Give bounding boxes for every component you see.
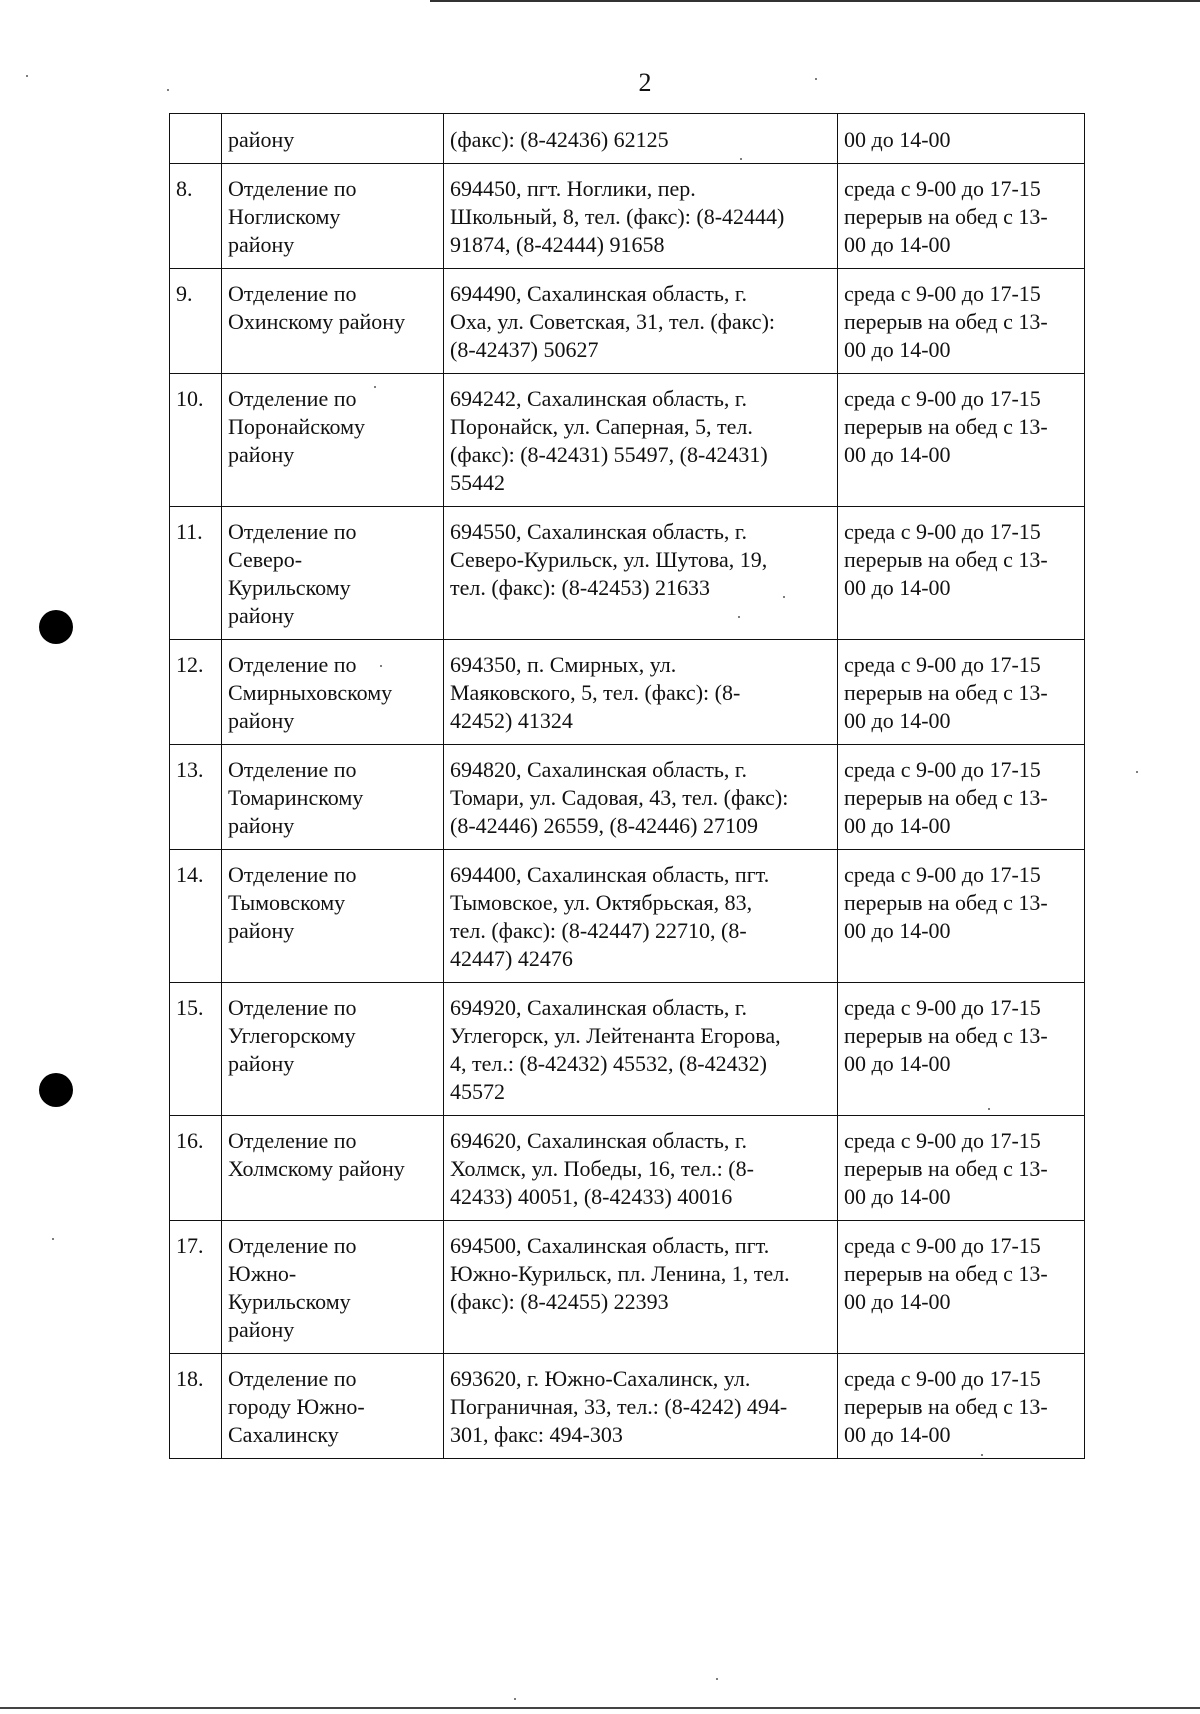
office-hours-cell: среда с 9-00 до 17-15 перерыв на обед с 13- 00 до 14-00 bbox=[838, 1116, 1085, 1221]
row-number-cell: 14. bbox=[170, 850, 222, 983]
row-number-cell: 15. bbox=[170, 983, 222, 1116]
table-row bbox=[170, 1116, 1085, 1221]
office-hours-cell: среда с 9-00 до 17-15 перерыв на обед с 13- 00 до 14-00 bbox=[838, 850, 1085, 983]
table-row bbox=[170, 114, 1085, 164]
table-row bbox=[170, 640, 1085, 745]
office-name-cell: Отделение по Томаринскому району bbox=[222, 745, 444, 850]
row-number-cell: 8. bbox=[170, 164, 222, 269]
row-number-cell: 16. bbox=[170, 1116, 222, 1221]
table-row bbox=[170, 1221, 1085, 1354]
punch-hole-mark bbox=[39, 610, 73, 644]
office-address-cell: (факс): (8-42436) 62125 bbox=[444, 114, 838, 164]
scan-speck bbox=[514, 1698, 516, 1700]
office-name-cell: району bbox=[222, 114, 444, 164]
office-hours-cell: среда с 9-00 до 17-15 перерыв на обед с 13- 00 до 14-00 bbox=[838, 983, 1085, 1116]
office-address-cell: 693620, г. Южно-Сахалинск, ул. Пограничная, 33, тел.: (8-4242) 494- 301, факс: 494-303 bbox=[444, 1354, 838, 1459]
office-name-cell: Отделение по Южно- Курильскому району bbox=[222, 1221, 444, 1354]
row-number-cell: 9. bbox=[170, 269, 222, 374]
table-row bbox=[170, 983, 1085, 1116]
office-address-cell: 694242, Сахалинская область, г. Поронайск, ул. Саперная, 5, тел. (факс): (8-42431) 55497, (8-42431) 55442 bbox=[444, 374, 838, 507]
table-row bbox=[170, 374, 1085, 507]
office-name-cell: Отделение по Северо- Курильскому району bbox=[222, 507, 444, 640]
office-name-cell: Отделение по Поронайскому району bbox=[222, 374, 444, 507]
office-address-cell: 694400, Сахалинская область, пгт. Тымовское, ул. Октябрьская, 83, тел. (факс): (8-42447) 22710, (8- 42447) 42476 bbox=[444, 850, 838, 983]
office-hours-cell: среда с 9-00 до 17-15 перерыв на обед с 13- 00 до 14-00 bbox=[838, 1221, 1085, 1354]
page-number: 2 bbox=[638, 68, 652, 97]
punch-hole-mark bbox=[39, 1073, 73, 1107]
table-row bbox=[170, 850, 1085, 983]
office-hours-cell: среда с 9-00 до 17-15 перерыв на обед с 13- 00 до 14-00 bbox=[838, 1354, 1085, 1459]
table-row bbox=[170, 507, 1085, 640]
office-hours-cell: среда с 9-00 до 17-15 перерыв на обед с 13- 00 до 14-00 bbox=[838, 507, 1085, 640]
row-number-cell: 18. bbox=[170, 1354, 222, 1459]
row-number-cell: 12. bbox=[170, 640, 222, 745]
row-number-cell: 11. bbox=[170, 507, 222, 640]
office-name-cell: Отделение по Охинскому району bbox=[222, 269, 444, 374]
office-name-cell: Отделение по Ноглискому району bbox=[222, 164, 444, 269]
office-hours-cell: среда с 9-00 до 17-15 перерыв на обед с 13- 00 до 14-00 bbox=[838, 269, 1085, 374]
office-address-cell: 694620, Сахалинская область, г. Холмск, ул. Победы, 16, тел.: (8- 42433) 40051, (8-42433) 40016 bbox=[444, 1116, 838, 1221]
row-number-cell: 17. bbox=[170, 1221, 222, 1354]
office-hours-cell: 00 до 14-00 bbox=[838, 114, 1085, 164]
row-number-cell: 10. bbox=[170, 374, 222, 507]
office-hours-cell: среда с 9-00 до 17-15 перерыв на обед с 13- 00 до 14-00 bbox=[838, 374, 1085, 507]
office-hours-cell: среда с 9-00 до 17-15 перерыв на обед с 13- 00 до 14-00 bbox=[838, 164, 1085, 269]
office-address-cell: 694490, Сахалинская область, г. Оха, ул. Советская, 31, тел. (факс): (8-42437) 50627 bbox=[444, 269, 838, 374]
scan-edge-line-top bbox=[430, 0, 1200, 2]
scan-speck bbox=[1136, 771, 1138, 773]
scan-speck bbox=[716, 1678, 718, 1680]
office-hours-cell: среда с 9-00 до 17-15 перерыв на обед с 13- 00 до 14-00 bbox=[838, 640, 1085, 745]
office-address-cell: 694920, Сахалинская область, г. Углегорск, ул. Лейтенанта Егорова, 4, тел.: (8-42432) 45532, (8-42432) 45572 bbox=[444, 983, 838, 1116]
office-name-cell: Отделение по городу Южно- Сахалинску bbox=[222, 1354, 444, 1459]
office-address-cell: 694350, п. Смирных, ул. Маяковского, 5, тел. (факс): (8- 42452) 41324 bbox=[444, 640, 838, 745]
office-address-cell: 694550, Сахалинская область, г. Северо-Курильск, ул. Шутова, 19, тел. (факс): (8-42453) 21633 bbox=[444, 507, 838, 640]
office-name-cell: Отделение по Тымовскому району bbox=[222, 850, 444, 983]
office-name-cell: Отделение по Холмскому району bbox=[222, 1116, 444, 1221]
office-hours-cell: среда с 9-00 до 17-15 перерыв на обед с 13- 00 до 14-00 bbox=[838, 745, 1085, 850]
office-address-cell: 694820, Сахалинская область, г. Томари, ул. Садовая, 43, тел. (факс): (8-42446) 26559, (8-42446) 27109 bbox=[444, 745, 838, 850]
table-row bbox=[170, 1354, 1085, 1459]
row-number-cell bbox=[170, 114, 222, 164]
table-row bbox=[170, 745, 1085, 850]
office-name-cell: Отделение по Углегорскому району bbox=[222, 983, 444, 1116]
row-number-cell: 13. bbox=[170, 745, 222, 850]
table-row bbox=[170, 164, 1085, 269]
offices-table bbox=[169, 113, 1085, 1459]
offices-table-body bbox=[170, 114, 1085, 1459]
scan-edge-line-bottom bbox=[0, 1707, 1200, 1709]
table-row bbox=[170, 269, 1085, 374]
scan-speck bbox=[52, 1238, 54, 1240]
office-address-cell: 694450, пгт. Ноглики, пер. Школьный, 8, тел. (факс): (8-42444) 91874, (8-42444) 91658 bbox=[444, 164, 838, 269]
office-address-cell: 694500, Сахалинская область, пгт. Южно-Курильск, пл. Ленина, 1, тел. (факс): (8-42455) 22393 bbox=[444, 1221, 838, 1354]
office-name-cell: Отделение по Смирныховскому району bbox=[222, 640, 444, 745]
